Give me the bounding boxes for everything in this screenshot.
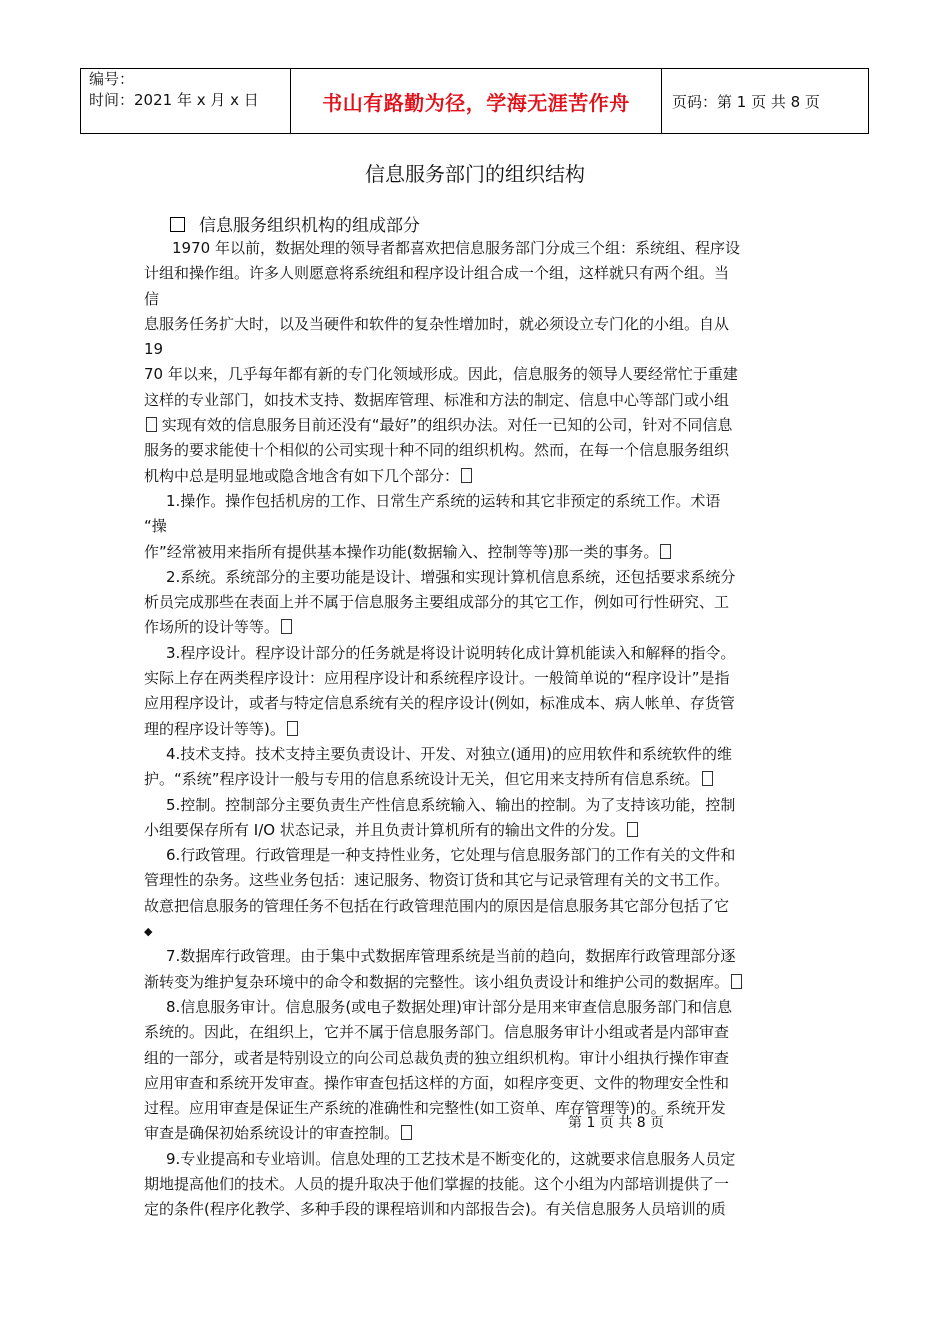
missing-glyph-icon	[702, 771, 713, 786]
body-line: 小组要保存所有 I/O 状态记录，并且负责计算机所有的输出文件的分发。	[144, 820, 625, 839]
body-line: 故意把信息服务的管理任务不包括在行政管理范围内的原因是信息服务其它部分包括了它	[144, 896, 730, 915]
missing-glyph-icon	[461, 468, 472, 483]
body-line: 析员完成那些在表面上并不属于信息服务主要组成部分的其它工作，例如可行性研究、工	[144, 593, 730, 612]
body-line: 2.系统。系统部分的主要功能是设计、增强和实现计算机信息系统，还包括要求系统分	[166, 567, 736, 586]
document-number-label: 编号：	[89, 70, 135, 88]
body-line: 1.操作。操作包括机房的工作、日常生产系统的运转和其它非预定的系统工作。术语	[166, 491, 721, 510]
body-line-with-box	[144, 818, 808, 843]
body-line: 审查是确保初始系统设计的审查控制。	[144, 1124, 400, 1143]
header-meta-cell	[81, 69, 291, 134]
body-line-with-box	[144, 540, 808, 565]
document-time-label: 时间：2021 年 x 月 x 日	[89, 91, 259, 109]
body-line: 作场所的设计等等。	[144, 618, 280, 637]
document-body	[144, 236, 808, 1223]
body-line: 70 年以来，几乎每年都有新的专门化领域形成。因此，信息服务的领导人要经常忙于重建	[144, 365, 738, 384]
body-line: 服务的要求能使十个相似的公司实现十种不同的组织机构。然而，在每一个信息服务组织	[144, 441, 730, 460]
diamond-bullet: ◆	[144, 925, 153, 939]
missing-glyph-icon	[146, 417, 157, 432]
header-page-label: 页码：第 1 页 共 8 页	[662, 69, 869, 134]
body-line: 3.程序设计。程序设计部分的任务就是将设计说明转化成计算机能读入和解释的指令。	[166, 643, 736, 662]
body-line: 应用审查和系统开发审查。操作审查包括这样的方面，如程序变更、文件的物理安全性和	[144, 1073, 730, 1092]
body-line: 1970 年以前，数据处理的领导者都喜欢把信息服务部门分成三个组：系统组、程序设	[172, 239, 740, 257]
body-line: “操	[144, 517, 167, 536]
body-line: 渐转变为维护复杂环境中的命令和数据的完整性。该小组负责设计和维护公司的数据库。	[144, 972, 730, 991]
body-line: 管理性的杂务。这些业务包括：速记服务、物资订货和其它与记录管理有关的文书工作。	[144, 871, 730, 890]
body-line: 信	[144, 289, 160, 308]
missing-glyph-icon	[401, 1125, 412, 1140]
body-line: 7.数据库行政管理。由于集中式数据库管理系统是当前的趋向，数据库行政管理部分逐	[166, 947, 736, 966]
document-title: 信息服务部门的组织结构	[365, 162, 585, 186]
section-heading	[170, 211, 420, 236]
missing-glyph-icon	[281, 619, 292, 634]
missing-glyph-icon	[627, 822, 638, 837]
body-line: 实际上存在两类程序设计：应用程序设计和系统程序设计。一般简单说的“程序设计”是指	[144, 669, 730, 688]
page-footer: 第 1 页 共 8 页	[568, 1115, 665, 1131]
section-heading-text: 信息服务组织机构的组成部分	[199, 216, 420, 236]
body-line: 8.信息服务审计。信息服务(或电子数据处理)审计部分是用来审查信息服务部门和信息	[166, 997, 733, 1016]
body-line: 4.技术支持。技术支持主要负责设计、开发、对独立(通用)的应用软件和系统软件的维	[166, 744, 733, 763]
body-line: 9.专业提高和专业培训。信息处理的工艺技术是不断变化的，这就要求信息服务人员定	[166, 1149, 736, 1168]
body-line-with-box	[144, 1121, 808, 1146]
body-line: 过程。应用审查是保证生产系统的准确性和完整性(如工资单、库存管理等)的。系统开发	[144, 1099, 726, 1118]
missing-glyph-icon	[287, 721, 298, 736]
body-line: 5.控制。控制部分主要负责生产性信息系统输入、输出的控制。为了支持该功能，控制	[166, 795, 736, 814]
body-line: 这样的专业部门，如技术支持、数据库管理、标准和方法的制定、信息中心等部门或小组	[144, 390, 730, 409]
missing-glyph-icon	[660, 544, 671, 559]
body-line-with-box	[144, 464, 808, 489]
body-line-with-box	[144, 767, 808, 792]
checkbox-icon	[170, 217, 185, 232]
body-line: 应用程序设计，或者与特定信息系统有关的程序设计(例如，标准成本、病人帐单、存货管	[144, 694, 735, 713]
body-line: 机构中总是明显地或隐含地含有如下几个部分：	[144, 466, 460, 485]
body-line: 息服务任务扩大时，以及当硬件和软件的复杂性增加时，就必须设立专门化的小组。自从	[144, 314, 730, 333]
body-line: 系统的。因此，在组织上，它并不属于信息服务部门。信息服务审计小组或者是内部审查	[144, 1023, 730, 1042]
body-line: 定的条件(程序化教学、多种手段的课程培训和内部报告会)。有关信息服务人员培训的质	[144, 1200, 726, 1219]
body-line-with-box	[144, 413, 808, 438]
body-line: 作”经常被用来指所有提供基本操作功能(数据输入、控制等等)那一类的事务。	[144, 542, 659, 561]
body-line: 理的程序设计等等)。	[144, 719, 285, 738]
body-line-with-box	[144, 615, 808, 640]
body-line: 实现有效的信息服务目前还没有“最好”的组织办法。对任一已知的公司，针对不同信息	[161, 416, 733, 435]
missing-glyph-icon	[731, 974, 742, 989]
body-line: 19	[144, 340, 164, 359]
header-table	[80, 68, 869, 134]
body-line: 护。“系统”程序设计一般与专用的信息系统设计无关，但它用来支持所有信息系统。	[144, 770, 700, 789]
body-line-with-box	[144, 717, 808, 742]
body-line: 组的一部分，或者是特别设立的向公司总裁负责的独立组织机构。审计小组执行操作审查	[144, 1048, 730, 1067]
body-line: 期地提高他们的技术。人员的提升取决于他们掌握的技能。这个小组为内部培训提供了一	[144, 1174, 730, 1193]
body-line: 计组和操作组。许多人则愿意将系统组和程序设计组合成一个组，这样就只有两个组。当	[144, 264, 730, 283]
body-line: 6.行政管理。行政管理是一种支持性业务，它处理与信息服务部门的工作有关的文件和	[166, 846, 736, 865]
body-line-with-box	[144, 970, 808, 995]
header-motto: 书山有路勤为径，学海无涯苦作舟	[291, 69, 662, 134]
